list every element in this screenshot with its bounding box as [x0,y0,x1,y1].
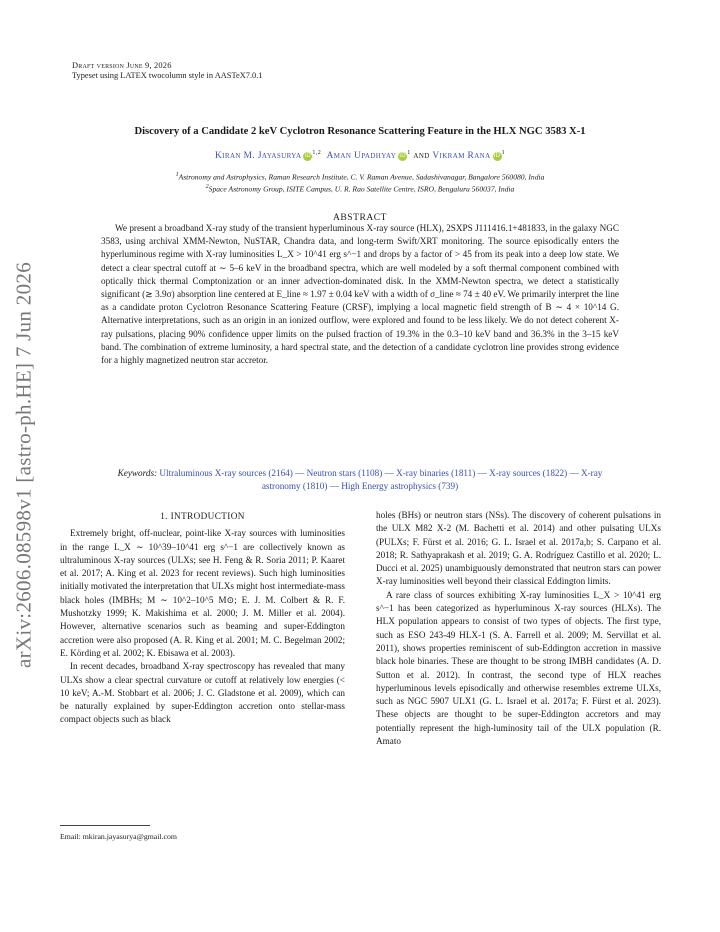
affiliation-text: Astronomy and Astrophysics, Raman Research Institute, C. V. Raman Avenue, Sadashivanagar, Bangalore 560080, India [178,172,545,182]
affiliation-number: 2 [205,184,209,190]
paragraph: A rare class of sources exhibiting X-ray luminosities L_X > 10^41 erg s^−1 has been categorized as hyperluminous X-ray sources (HLXs). The HLX population appears to consist of two types of objects. The first type, such as ESO 243-49 HLX-1 (S. A. Farrell et al. 2009; M. Servillat et al. 2011), shows properties reminiscent of sub-Eddington accretion in massive black hole binaries. These are thought to be strong IMBH candidates (A. D. Sutton et al. 2012). In contrast, the second type of HLX reaches hyperluminous levels episodically and otherwise resembles extreme ULXs, such as NGC 5907 ULX1 (G. L. Israel et al. 2017a; F. Fürst et al. 2023). These objects are thought to be super-Eddington accretors and may potentially represent the high-luminosity tail of the ULX population (R. Amato [376,589,661,747]
abstract-body [101,222,619,367]
arxiv-identifier: arXiv:2606.08598v1 [astro-ph.HE] 7 Jun 2026 [11,261,36,669]
paragraph: Extremely bright, off-nuclear, point-like X-ray sources with luminosities in the range L_X ∼ 10^39–10^41 erg s^−1 are collectively known as ultraluminous X-ray sources (ULXs; see H. Feng & R. Soria 2011; P. Kaaret et al. 2017; A. King et al. 2023 for recent reviews). Such high luminosities initially motivated the interpretation that ULXs might host intermediate-mass black holes (IMBHs; M ∼ 10^2–10^5 M⊙; E. J. M. Colbert & R. F. Mushotzky 1999; K. Makishima et al. 2000; J. M. Miller et al. 2004). However, alternative scenarios such as beaming and super-Eddington accretion were also proposed (A. R. King et al. 2001; M. C. Begelman 2002; E. Körding et al. 2002; K. Ebisawa et al. 2003). [60,528,345,658]
abstract-text: We present a broadband X-ray study of the transient hyperluminous X-ray source (HLX), 2SXPS J111416.1+481833, in the galaxy NGC 3583, using archival XMM-Newton, NuSTAR, Chandra data, and long-term Swift/XRT monitoring. The source episodically enters the hyperluminous regime with X-ray luminosities L_X > 10^41 erg s^−1 and drops by a factor of > 45 from its peak into a deep low state. We detect a clear spectral cutoff at ∼ 5–6 keV in the broadband spectra, which are well modeled by a soft thermal component combined with optically thick thermal Comptonization or an inner advection-dominated disk. In the XMM-Newton spectra, we detect a statistically significant (≳ 3.9σ) absorption line centered at E_line ≈ 1.97 ± 0.04 keV with a width of σ_line ≈ 74 ± 40 eV. We primarily interpret the line as a candidate proton Cyclotron Resonance Scattering Feature (CRSF), implying a local magnetic field strength of B ∼ 4 × 10^14 G. Alternative interpretations, such as an origin in an ionized outflow, were explored and found to be less likely. We do not detect coherent X-ray pulsations, placing 90% confidence upper limits on the pulsed fraction of 19.3% in the 0.3–10 keV band and 36.3% in the 3–15 keV band. The combination of extreme luminosity, a hard spectral state, and the detection of a candidate cyclotron line provides strong evidence for a highly magnetized neutron star accretor. [101,223,619,366]
orcid-icon[interactable]: iD [399,153,406,160]
author-list [40,150,680,161]
affiliation-2 [40,184,680,194]
arxiv-sidebar-stamp [4,240,44,690]
keywords-list[interactable]: Ultraluminous X-ray sources (2164) — Neutron stars (1108) — X-ray binaries (1811) — X-ray sources (1822) — X-ray astronomy (1810) — High Energy astrophysics (739) [159,468,603,491]
draft-header [72,61,263,81]
keywords-block [101,467,619,493]
section-heading-introduction: 1. INTRODUCTION [160,511,245,521]
author-conjunction: and [413,151,430,162]
orcid-icon[interactable]: iD [304,153,312,160]
author-affil-mark: 1 [407,150,411,156]
draft-version-line: Draft version June 9, 2026 [72,61,172,70]
left-column [60,510,345,727]
typeset-line: Typeset using LATEX twocolumn style in AASTeX7.0.1 [72,71,263,80]
keywords-label: Keywords: [117,468,158,478]
right-column [376,509,661,748]
footnote-rule [60,825,150,826]
footnote-email[interactable]: Email: mkiran.jayasurya@gmail.com [60,832,177,841]
paper-title: Discovery of a Candidate 2 keV Cyclotron Resonance Scattering Feature in the HLX NGC 3583 X-1 [134,126,586,137]
author-name[interactable]: Vikram Rana [432,151,491,162]
orcid-icon[interactable]: iD [493,153,501,160]
affiliation-text: Space Astronomy Group, ISITE Campus, U. R. Rao Satellite Centre, ISRO, Bengaluru 560037, India [208,184,515,194]
paragraph: holes (BHs) or neutron stars (NSs). The discovery of coherent pulsations in the ULX M82 X-2 (M. Bachetti et al. 2014) and other pulsating ULXs (PULXs; F. Fürst et al. 2016; G. L. Israel et al. 2017a,b; S. Carpano et al. 2018; R. Sathyaprakash et al. 2019; G. A. Rodríguez Castillo et al. 2020; L. Ducci et al. 2025) unambiguously demonstrated that neutron stars can power X-ray luminosities well beyond their classical Eddington limits. [376,510,661,587]
author-affil-mark: 1,2 [312,150,322,156]
author-name[interactable]: Kiran M. Jayasurya [214,151,302,162]
paragraph: In recent decades, broadband X-ray spectroscopy has revealed that many ULXs show a clear spectral curvature or cutoff at relatively low energies (< 10 keV; A.-M. Stobbart et al. 2006; J. C. Gladstone et al. 2009), which can be naturally explained by super-Eddington accretion onto stellar-mass compact objects such as black [60,661,345,725]
affiliation-1 [40,172,680,182]
abstract-heading: ABSTRACT [332,212,388,223]
author-name[interactable]: Aman Upadhyay [326,151,397,162]
author-affil-mark: 1 [501,150,505,156]
affiliation-number: 1 [175,172,179,178]
